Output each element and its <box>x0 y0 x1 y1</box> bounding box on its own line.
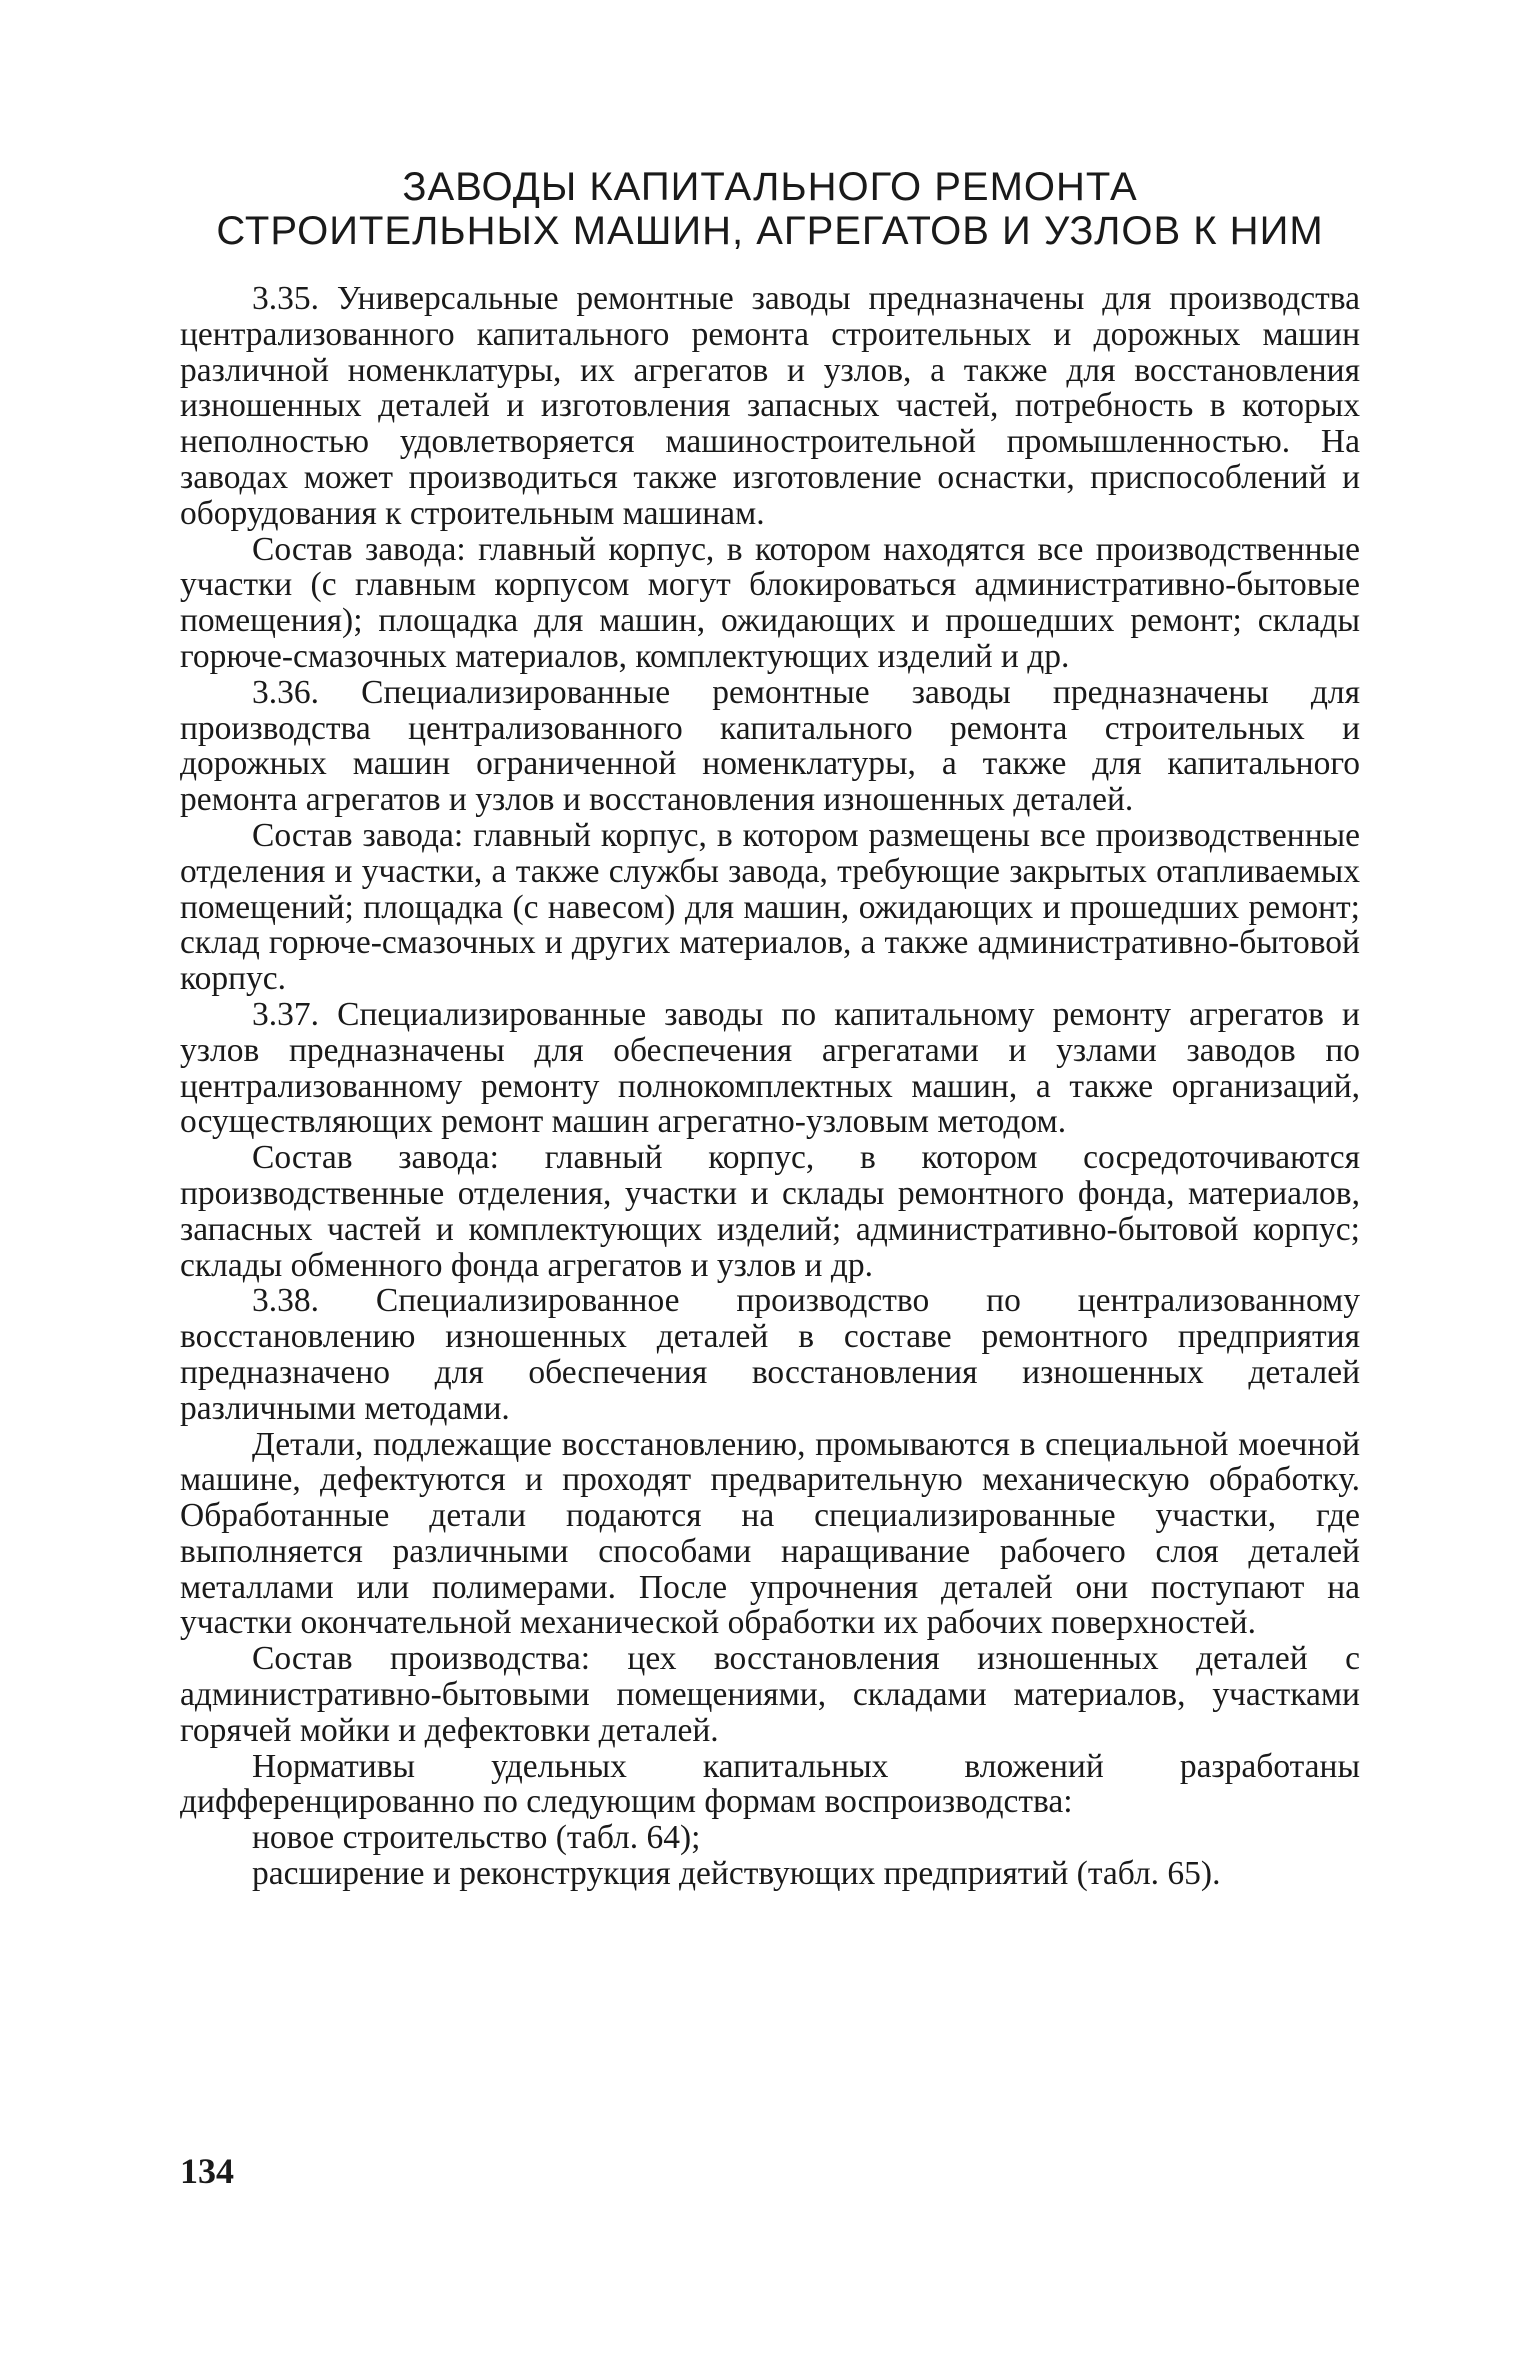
list-item-expansion: расширение и реконструкция действующих предприятий (табл. 65). <box>252 1855 1221 1893</box>
section-heading <box>180 165 1360 253</box>
paragraph-3-38-process: Детали, подлежащие восстановлению, промываются в специальной моечной машине, дефектуются и проходят предварительную механическую обработку. Обработанные детали подаются на специализированные участки, где выполняется различными способами наращивание рабочего слоя деталей металлами или полимерами. После упрочнения деталей они поступают на участки окончательной механической обработки их рабочих поверхностей. <box>180 1425 1360 1642</box>
body-text <box>180 281 1360 1892</box>
document-page <box>180 165 1360 1892</box>
paragraph-3-37-composition: Состав завода: главный корпус, в котором сосредоточиваются производственные отделения, участки и склады ремонтного фонда, материалов, запасных частей и комплектующих изделий; административно-бытовой корпус; склады обменного фонда агрегатов и узлов и др. <box>180 1139 1360 1284</box>
list-item-new-construction: новое строительство (табл. 64); <box>252 1819 701 1857</box>
paragraph-3-35-composition: Состав завода: главный корпус, в котором находятся все производственные участки (с главным корпусом могут блокироваться административно-бытовые помещения); площадка для машин, ожидающих и прошедших ремонт; склады горюче-смазочных материалов, комплектующих изделий и др. <box>180 530 1360 675</box>
paragraph-3-36-composition: Состав завода: главный корпус, в котором размещены все производственные отделения и участки, а также службы завода, требующие закрытых отапливаемых помещений; площадка (с навесом) для машин, ожидающих и прошедших ремонт; склад горюче-смазочных и других материалов, а также административно-бытовой корпус. <box>180 816 1360 998</box>
heading-line-1: ЗАВОДЫ КАПИТАЛЬНОГО РЕМОНТА <box>402 165 1138 209</box>
paragraph-3-38-composition: Состав производства: цех восстановления изношенных деталей с административно-бытовыми помещениями, складами материалов, участками горячей мойки и дефектовки деталей. <box>180 1640 1360 1749</box>
page-number: 134 <box>180 2151 234 2191</box>
paragraph-3-35: 3.35. Универсальные ремонтные заводы предназначены для производства централизованного капитального ремонта строительных и дорожных машин различной номенклатуры, их агрегатов и узлов, а также для восстановления изношенных деталей и изготовления запасных частей, потребность в которых неполностью удовлетворяется машиностроительной промышленностью. На заводах может производиться также изготовление оснастки, приспособлений и оборудования к строительным машинам. <box>180 280 1360 532</box>
paragraph-3-37: 3.37. Специализированные заводы по капитальному ремонту агрегатов и узлов предназначены для обеспечения агрегатами и узлами заводов по централизованному ремонту полнокомплектных машин, а также организаций, осуществляющих ремонт машин агрегатно-узловым методом. <box>180 995 1360 1141</box>
heading-line-2: СТРОИТЕЛЬНЫХ МАШИН, АГРЕГАТОВ И УЗЛОВ К НИМ <box>216 209 1324 253</box>
paragraph-investment-norms: Нормативы удельных капитальных вложений разработаны дифференцированно по следующим формам воспроизводства: <box>180 1747 1360 1821</box>
paragraph-3-36: 3.36. Специализированные ремонтные заводы предназначены для производства централизованного капитального ремонта строительных и дорожных машин ограниченной номенклатуры, а также для капитального ремонта агрегатов и узлов и восстановления изношенных деталей. <box>180 673 1360 819</box>
paragraph-3-38: 3.38. Специализированное производство по централизованному восстановлению изношенных деталей в составе ремонтного предприятия предназначено для обеспечения восстановления изношенных деталей различными методами. <box>180 1282 1360 1427</box>
